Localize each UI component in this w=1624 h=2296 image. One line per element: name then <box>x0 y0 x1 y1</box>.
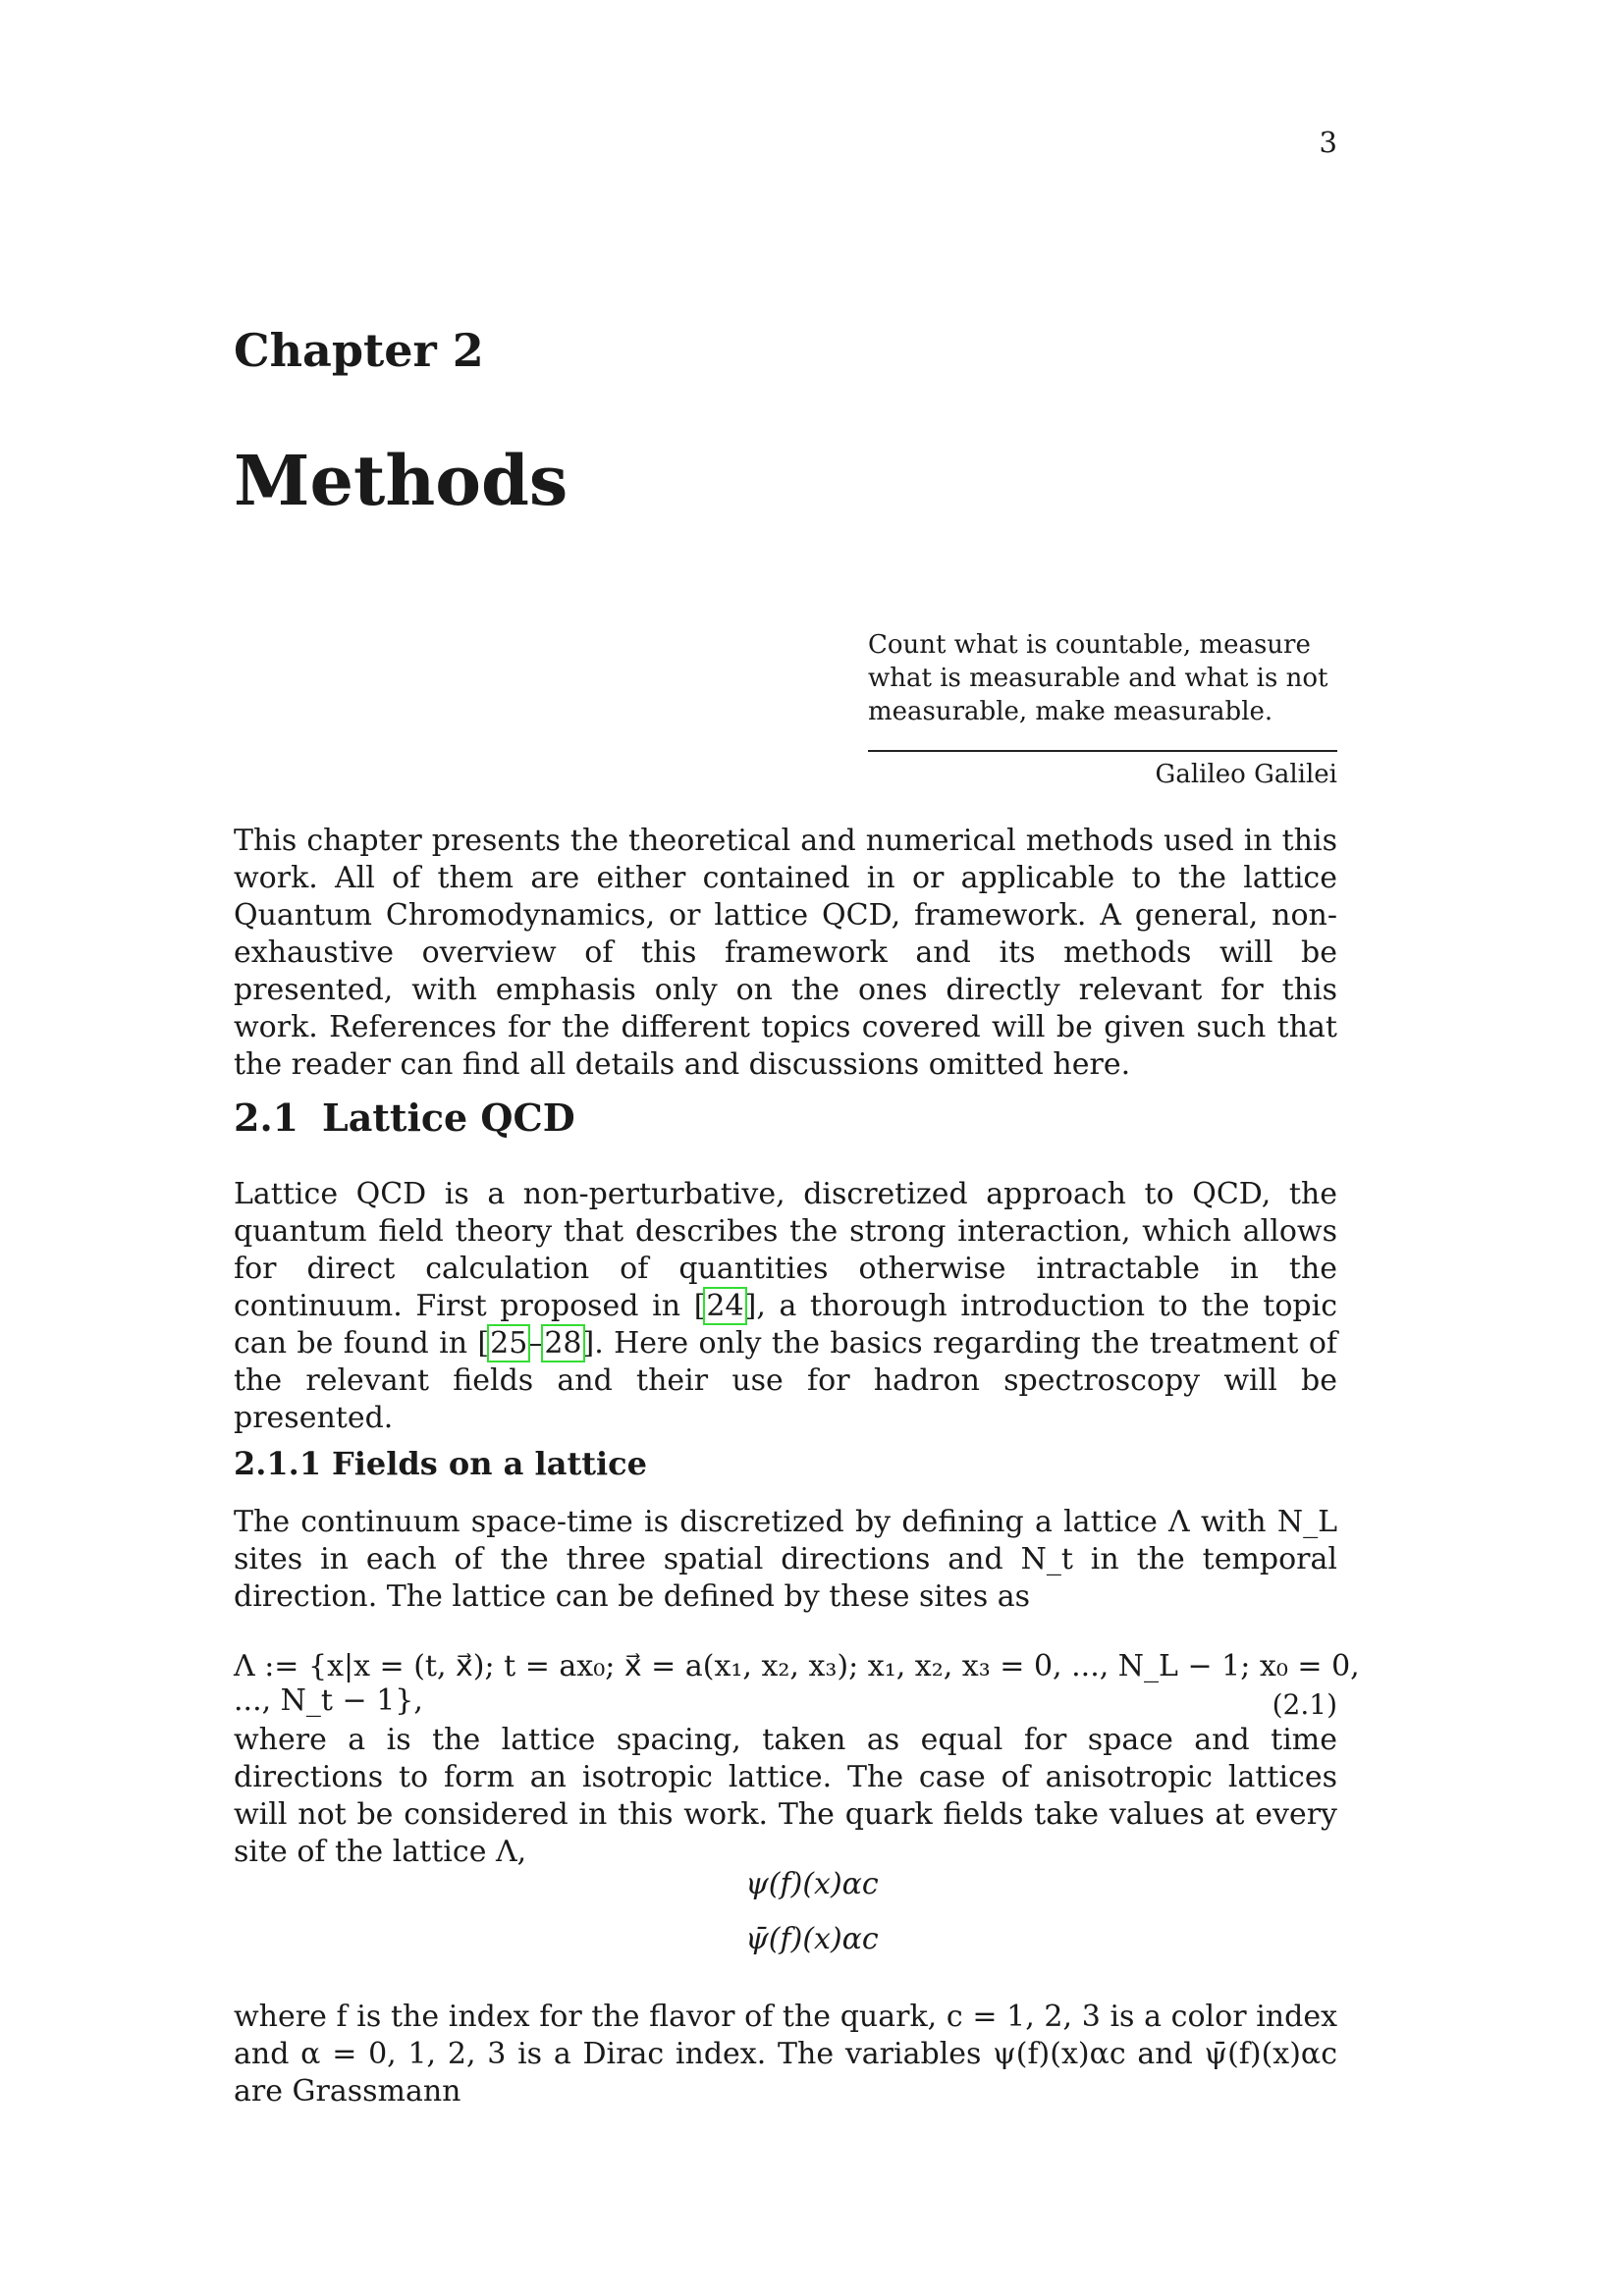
citation-separator: – <box>528 1326 544 1361</box>
section-title: Lattice QCD <box>322 1095 575 1140</box>
epigraph-author: Galileo Galilei <box>1155 760 1337 789</box>
intro-paragraph <box>234 823 1337 1084</box>
after-equation-text: where a is the lattice spacing, taken as equal for space and time directions to form an isotropic lattice. The case of anisotropic lattices will not be considered in this work. The quark fields take values at every site of the lattice Λ, <box>234 1723 1337 1869</box>
epigraph <box>868 628 1337 791</box>
epigraph-quote: Count what is countable, measure what is measurable and what is not measurable, make measurable. <box>868 630 1328 726</box>
citation-link-28[interactable]: 28 <box>544 1326 582 1361</box>
final-text: where f is the index for the flavor of the quark, c = 1, 2, 3 is a color index and α = 0, 1, 2, 3 is a Dirac index. The variables ψ(f)(x)αc and ψ̄(f)(x)αc are Grassmann <box>234 2000 1337 2109</box>
section-2-1-paragraph <box>234 1176 1337 1437</box>
subsection-text: The continuum space-time is discretized by defining a lattice Λ with N_L sites in each of the three spatial directions and N_t in the temporal direction. The lattice can be defined by these sites as <box>234 1505 1337 1614</box>
final-paragraph <box>234 1999 1337 2110</box>
equation-2-1: Λ := {x|x = (t, x⃗); t = ax₀; x⃗ = a(x₁, x₂, x₃); x₁, x₂, x₃ = 0, ..., N_L − 1; x₀ = 0, ..., N_t − 1}, <box>234 1649 1360 1718</box>
subsection-number: 2.1.1 <box>234 1445 322 1482</box>
section-number: 2.1 <box>234 1095 299 1140</box>
display-psi: ψ(f)(x)αc <box>745 1867 879 1901</box>
subsection-heading-2-1-1 <box>234 1445 1337 1482</box>
display-psibar: ψ̄(f)(x)αc <box>745 1922 879 1956</box>
citation-link-25[interactable]: 25 <box>490 1326 528 1361</box>
equation-number: (2.1) <box>1272 1688 1337 1721</box>
chapter-label: Chapter 2 <box>234 324 484 377</box>
citation-link-24[interactable]: 24 <box>706 1289 744 1323</box>
epigraph-rule <box>868 750 1337 752</box>
section-heading-2-1 <box>234 1095 1337 1140</box>
text-span: ], a thorough introduction to the topic can be found in [ <box>234 1289 1337 1361</box>
text-span: Lattice QCD is a non-perturbative, discretized approach to QCD, the quantum field theory that describes the strong interaction, which allows for direct calculation of quantities otherwise intractable in the continuum. First proposed in [ <box>234 1177 1337 1323</box>
chapter-title: Methods <box>234 440 568 521</box>
text-span: ]. Here only the basics regarding the treatment of the relevant fields and their use for hadron spectroscopy will be presented. <box>234 1326 1337 1435</box>
subsection-title: Fields on a lattice <box>332 1445 647 1482</box>
page-number: 3 <box>1319 126 1337 159</box>
intro-text: This chapter presents the theoretical and numerical methods used in this work. All of them are either contained in or applicable to the lattice Quantum Chromodynamics, or lattice QCD, framework. A general, non-exhaustive overview of this framework and its methods will be presented, with emphasis only on the ones directly relevant for this work. References for the different topics covered will be given such that the reader can find all details and discussions omitted here. <box>234 824 1337 1082</box>
subsection-paragraph <box>234 1504 1337 1616</box>
after-equation-paragraph <box>234 1722 1337 1871</box>
section-2-1-text <box>234 1176 1337 1437</box>
